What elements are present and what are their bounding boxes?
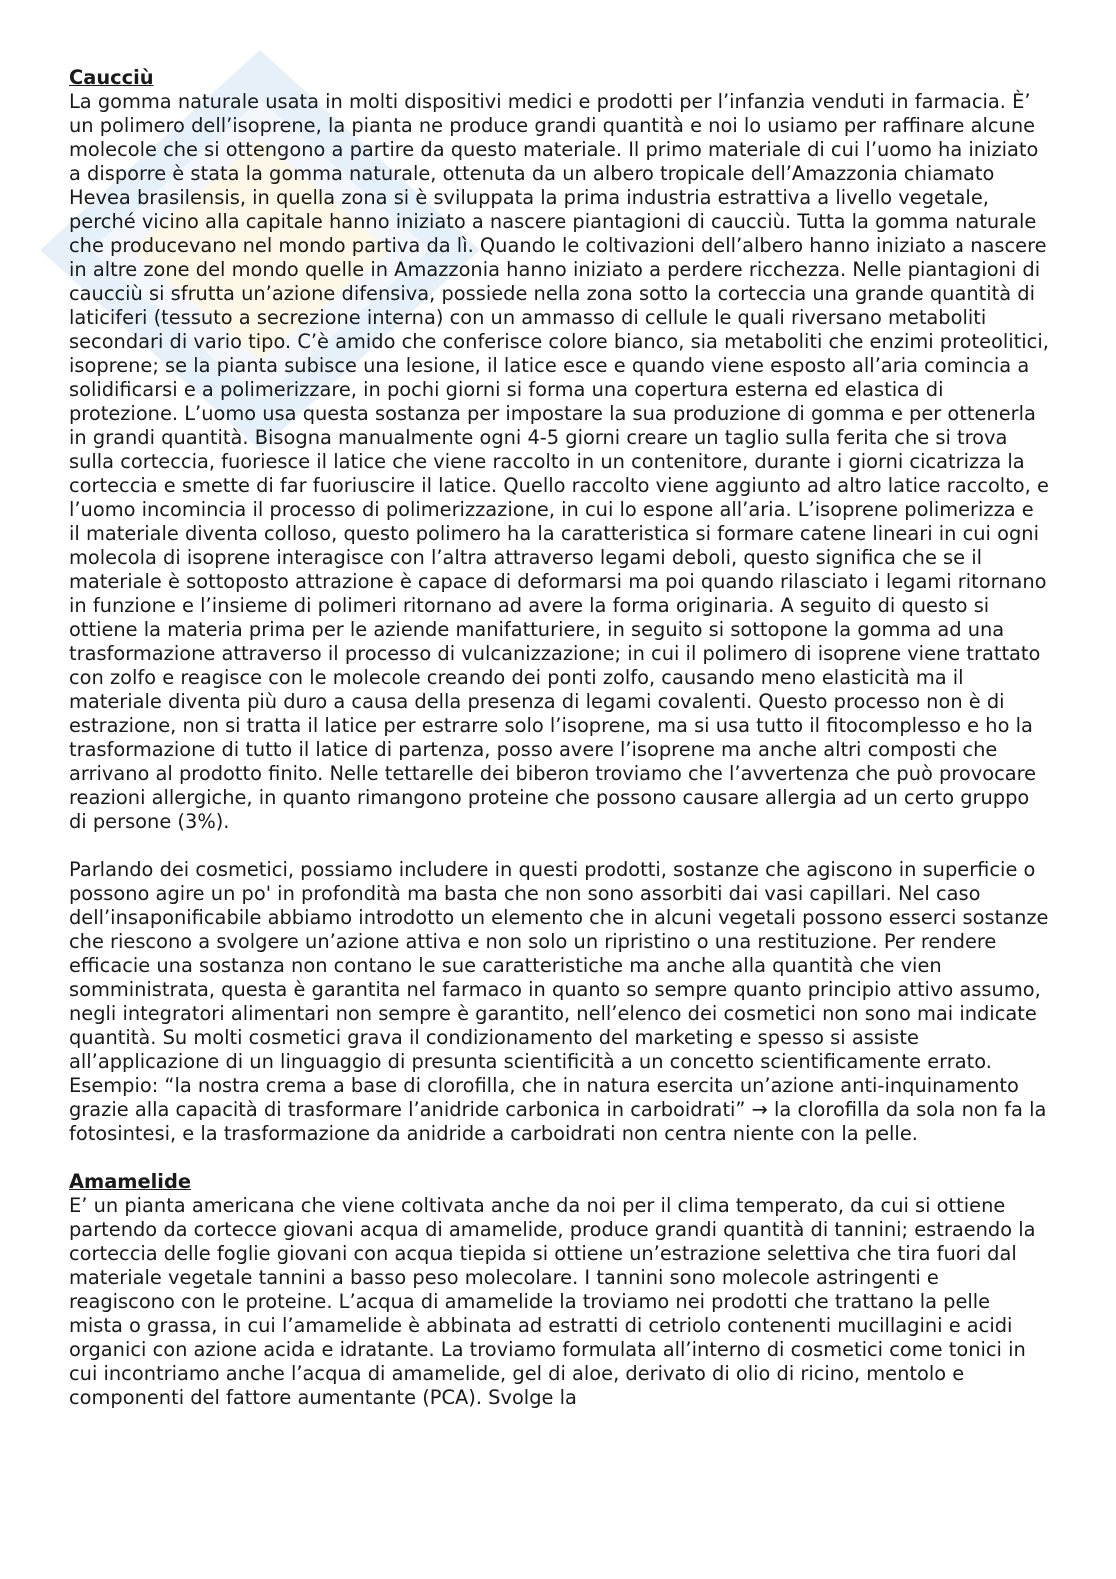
- section-title-amamelide: Amamelide: [69, 1170, 191, 1193]
- paragraph-amamelide: E’ un pianta americana che viene coltivata anche da noi per il clima temperato, da cui si ottiene partendo da cortecce giovani acqua di amamelide, produce grandi quantità di tannini; estraendo la corteccia delle foglie giovani con acqua tiepida si ottiene un’estrazione selettiva che tira fuori dal materiale vegetale tannini a basso peso molecolare. I tannini sono molecole astringenti e reagiscono con le proteine. L’acqua di amamelide la troviamo nei prodotti che trattano la pelle mista o grassa, in cui l’amamelide è abbinata ad estratti di cetriolo contenenti mucillagini e acidi organici con azione acida e idratante. La troviamo formulata all’interno di cosmetici come tonici in cui incontriamo anche l’acqua di amamelide, gel di aloe, derivato di olio di ricino, mentolo e componenti del fattore aumentante (PCA). Svolge la: [69, 1194, 1036, 1409]
- document-page: [69, 66, 1049, 1410]
- section-title-caucciu: Caucciù: [69, 66, 154, 89]
- paragraph-spacer: [69, 834, 1049, 858]
- paragraph-caucciu: La gomma naturale usata in molti dispositivi medici e prodotti per l’infanzia venduti in farmacia. È’ un polimero dell’isoprene, la pianta ne produce grandi quantità e noi lo usiamo per raffinare alcune molecole che si ottengono a partire da questo materiale. Il primo materiale di cui l’uomo ha iniziato a disporre è stata la gomma naturale, ottenuta da un albero tropicale dell’Amazzonia chiamato Hevea brasilensis, in quella zona si è sviluppata la prima industria estrattiva a livello vegetale, perché vicino alla capitale hanno iniziato a nascere piantagioni di caucciù. Tutta la gomma naturale che producevano nel mondo partiva da lì. Quando le coltivazioni dell’albero hanno iniziato a nascere in altre zone del mondo quelle in Amazzonia hanno iniziato a perdere ricchezza. Nelle piantagioni di caucciù si sfrutta un’azione difensiva, possiede nella zona sotto la corteccia una grande quantità di laticiferi (tessuto a secrezione interna) con un ammasso di cellule le quali riversano metaboliti secondari di vario tipo. C’è amido che conferisce colore bianco, sia metaboliti che enzimi proteolitici, isoprene; se la pianta subisce una lesione, il latice esce e quando viene esposto all’aria comincia a solidificarsi e a polimerizzare, in pochi giorni si forma una copertura esterna ed elastica di protezione. L’uomo usa questa sostanza per impostare la sua produzione di gomma e per ottenerla in grandi quantità. Bisogna manualmente ogni 4-5 giorni creare un taglio sulla ferita che si trova sulla corteccia, fuoriesce il latice che viene raccolto in un contenitore, durante i giorni cicatrizza la corteccia e smette di far fuoriuscire il latice. Quello raccolto viene aggiunto ad altro latice raccolto, e l’uomo incomincia il processo di polimerizzazione, in cui lo espone all’aria. L’isoprene polimerizza e il materiale diventa colloso, questo polimero ha la caratteristica si formare catene lineari in cui ogni molecola di isoprene interagisce con l’altra attraverso legami deboli, questo significa che se il materiale è sottoposto attrazione è capace di deformarsi ma poi quando rilasciato i legami ritornano in funzione e l’insieme di polimeri ritornano ad avere la forma originaria. A seguito di questo si ottiene la materia prima per le aziende manifatturiere, in seguito si sottopone la gomma ad una trasformazione attraverso il processo di vulcanizzazione; in cui il polimero di isoprene viene trattato con zolfo e reagisce con le molecole creando dei ponti zolfo, causando meno elasticità ma il materiale diventa più duro a causa della presenza di legami covalenti. Questo processo non è di estrazione, non si tratta il latice per estrarre solo l’isoprene, ma si usa tutto il fitocomplesso e ho la trasformazione di tutto il latice di partenza, posso avere l’isoprene ma anche altri composti che arrivano al prodotto finito. Nelle tettarelle dei biberon troviamo che l’avvertenza che può provocare reazioni allergiche, in quanto rimangono proteine che possono causare allergia ad un certo gruppo di persone (3%).: [69, 90, 1049, 833]
- paragraph-cosmetici: Parlando dei cosmetici, possiamo includere in questi prodotti, sostanze che agiscono in superficie o possono agire un po' in profondità ma basta che non sono assorbiti dai vasi capillari. Nel caso dell’insaponificabile abbiamo introdotto un elemento che in alcuni vegetali possono esserci sostanze che riescono a svolgere un’azione attiva e non solo un ripristino o una restituzione. Per rendere efficacie una sostanza non contano le sue caratteristiche ma anche alla quantità che vien somministrata, questa è garantita nel farmaco in quanto so sempre quanto principio attivo assumo, negli integratori alimentari non sempre è garantito, nell’elenco dei cosmetici non sono mai indicate quantità. Su molti cosmetici grava il condizionamento del marketing e spesso si assiste all’applicazione di un linguaggio di presunta scientificità a un concetto scientificamente errato. Esempio: “la nostra crema a base di clorofilla, che in natura esercita un’azione anti-inquinamento grazie alla capacità di trasformare l’anidride carbonica in carboidrati” → la clorofilla da sola non fa la fotosintesi, e la trasformazione da anidride a carboidrati non centra niente con la pelle.: [69, 858, 1049, 1145]
- paragraph-spacer: [69, 1146, 1049, 1170]
